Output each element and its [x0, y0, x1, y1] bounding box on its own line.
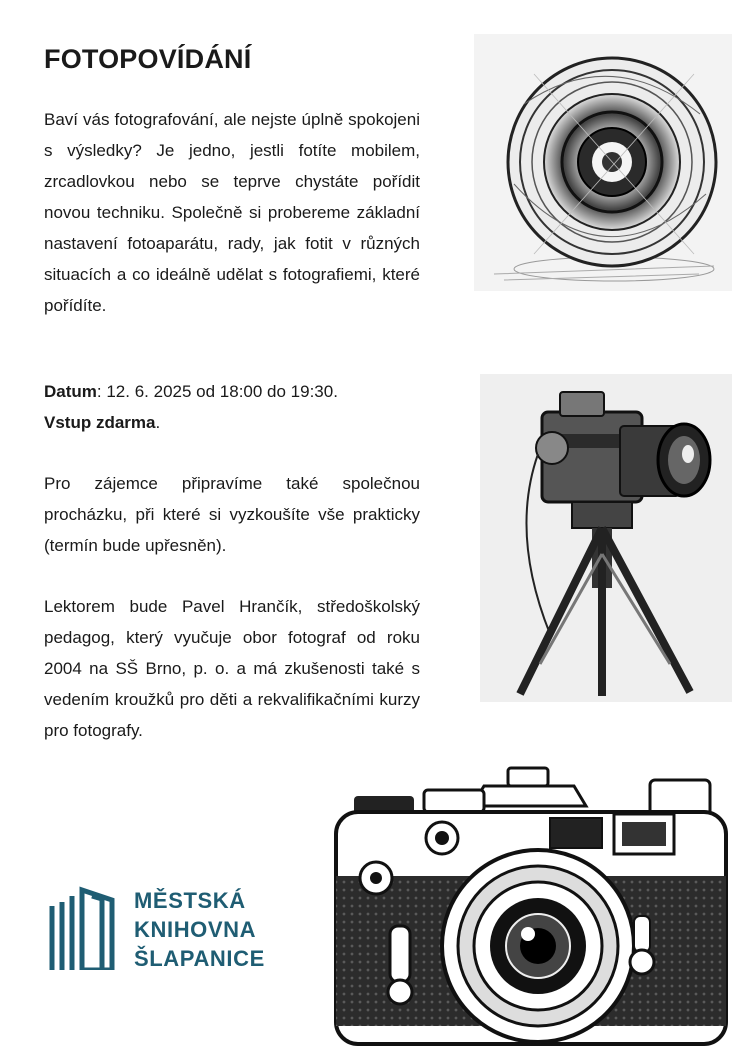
lens-sketch-icon — [474, 34, 732, 291]
date-paragraph — [44, 376, 420, 438]
lector-paragraph — [44, 591, 420, 746]
intro-paragraph — [44, 104, 420, 321]
walk-paragraph — [44, 468, 420, 561]
date-value: : 12. 6. 2025 od 18:00 do 19:30. — [96, 382, 338, 401]
intro-text: Baví vás fotografování, ale nejste úplně spokojeni s výsledky? Je jedno, jestli fotíte mobilem, zrcadlovkou nebo se teprve chystáte pořídit novou techniku. Společně si probereme základní nastavení fotoaparátu, rady, jak fotit v různých situacích a co ideálně udělat s fotografiemi, které pořídíte. — [44, 110, 420, 315]
library-logo-icon — [48, 886, 116, 970]
rangefinder-camera-icon — [324, 766, 736, 1048]
tripod-camera-icon — [480, 374, 732, 702]
library-name-line-2: KNIHOVNA — [134, 917, 257, 942]
lens-sketch-image — [474, 34, 732, 291]
lector-text: Lektorem bude Pavel Hrančík, středoškolský pedagog, který vyučuje obor fotograf od roku 2004 na SŠ Brno, p. o. a má zkušenosti také s vedením kroužků pro děti a rekvalifikačními kurzy pro fotografy. — [44, 597, 420, 740]
library-name-line-3: ŠLAPANICE — [134, 946, 265, 971]
library-name-line-1: MĚSTSKÁ — [134, 888, 246, 913]
rangefinder-camera-image — [324, 766, 736, 1048]
entry-free: Vstup zdarma — [44, 413, 156, 432]
walk-text: Pro zájemce připravíme také společnou procházku, při které si vyzkoušíte vše prakticky (termín bude upřesněn). — [44, 474, 420, 555]
date-label: Datum — [44, 382, 97, 401]
page-title: FOTOPOVÍDÁNÍ — [44, 44, 252, 74]
library-name — [134, 886, 265, 973]
tripod-camera-image — [480, 374, 732, 702]
library-logo — [48, 884, 288, 972]
entry-suffix: . — [155, 413, 161, 432]
